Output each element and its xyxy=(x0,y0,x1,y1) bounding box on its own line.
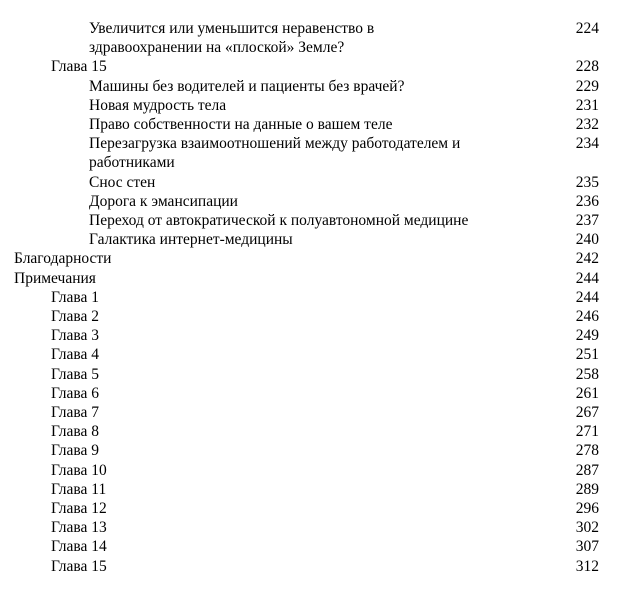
toc-entry[interactable] xyxy=(0,230,621,249)
toc-entry-title[interactable]: Переход от автократической к полуавтономной медицине xyxy=(89,212,469,230)
toc-entry[interactable] xyxy=(0,288,621,307)
toc-entry-page-number[interactable]: 234 xyxy=(575,135,599,153)
toc-entry-title[interactable]: Увеличится или уменьшится неравенство в здравоохранении на «плоской» Земле? xyxy=(89,20,375,57)
toc-entry-title[interactable]: Машины без водителей и пациенты без врачей? xyxy=(89,77,405,95)
toc-entry[interactable] xyxy=(0,77,621,96)
toc-entry-page-number[interactable]: 289 xyxy=(575,480,599,498)
toc-entry[interactable] xyxy=(0,19,621,57)
toc-entry-title[interactable]: Дорога к эмансипации xyxy=(89,192,238,210)
toc-entry[interactable] xyxy=(0,499,621,518)
toc-entry-page-number[interactable]: 235 xyxy=(575,173,599,191)
toc-entry-title[interactable]: Глава 15 xyxy=(51,58,107,76)
toc-entry[interactable] xyxy=(0,57,621,76)
toc-entry-page-number[interactable]: 231 xyxy=(575,96,599,114)
toc-entry-page-number[interactable]: 242 xyxy=(575,250,599,268)
toc-entry[interactable] xyxy=(0,96,621,115)
toc-entry-page-number[interactable]: 278 xyxy=(575,442,599,460)
toc-entry[interactable] xyxy=(0,173,621,192)
toc-entry-page-number[interactable]: 261 xyxy=(575,384,599,402)
toc-entry-title[interactable]: Глава 8 xyxy=(51,423,100,441)
toc-entry-page-number[interactable]: 258 xyxy=(575,365,599,383)
toc-entry[interactable] xyxy=(0,518,621,537)
toc-entry-title[interactable]: Глава 12 xyxy=(51,500,107,518)
toc-entry[interactable] xyxy=(0,326,621,345)
toc-entry-title[interactable]: Примечания xyxy=(14,269,96,287)
toc-entry-title[interactable]: Перезагрузка взаимоотношений между работодателем и работниками xyxy=(89,135,461,172)
toc-entry[interactable] xyxy=(0,461,621,480)
toc-entry[interactable] xyxy=(0,115,621,134)
toc-entry[interactable] xyxy=(0,384,621,403)
toc-entry[interactable] xyxy=(0,307,621,326)
toc-entry[interactable] xyxy=(0,134,621,172)
toc-entry-title[interactable]: Глава 3 xyxy=(51,327,100,345)
toc-entry-page-number[interactable]: 312 xyxy=(575,557,599,575)
toc-entry-page-number[interactable]: 296 xyxy=(575,500,599,518)
toc-entry-page-number[interactable]: 246 xyxy=(575,308,599,326)
toc-entry-title[interactable]: Снос стен xyxy=(89,173,156,191)
toc-entry-title[interactable]: Глава 1 xyxy=(51,288,100,306)
toc-entry-page-number[interactable]: 302 xyxy=(575,519,599,537)
table-of-contents xyxy=(0,19,621,576)
toc-entry-title[interactable]: Глава 13 xyxy=(51,519,107,537)
toc-entry-title[interactable]: Благодарности xyxy=(14,250,112,268)
toc-entry[interactable] xyxy=(0,211,621,230)
toc-entry-page-number[interactable]: 267 xyxy=(575,404,599,422)
toc-entry[interactable] xyxy=(0,192,621,211)
toc-entry-title[interactable]: Глава 14 xyxy=(51,538,107,556)
toc-entry[interactable] xyxy=(0,557,621,576)
toc-entry[interactable] xyxy=(0,269,621,288)
toc-entry-page-number[interactable]: 237 xyxy=(575,212,599,230)
toc-entry[interactable] xyxy=(0,365,621,384)
toc-entry-page-number[interactable]: 228 xyxy=(575,58,599,76)
toc-entry[interactable] xyxy=(0,345,621,364)
toc-entry[interactable] xyxy=(0,480,621,499)
toc-entry-title[interactable]: Глава 10 xyxy=(51,461,107,479)
toc-entry-page-number[interactable]: 307 xyxy=(575,538,599,556)
toc-entry-page-number[interactable]: 249 xyxy=(575,327,599,345)
toc-entry-title[interactable]: Новая мудрость тела xyxy=(89,96,227,114)
toc-entry-title[interactable]: Право собственности на данные о вашем теле xyxy=(89,116,393,134)
toc-entry-title[interactable]: Глава 9 xyxy=(51,442,100,460)
toc-entry[interactable] xyxy=(0,441,621,460)
toc-entry-page-number[interactable]: 251 xyxy=(575,346,599,364)
toc-entry-title[interactable]: Глава 5 xyxy=(51,365,100,383)
toc-entry-page-number[interactable]: 240 xyxy=(575,231,599,249)
toc-entry[interactable] xyxy=(0,403,621,422)
toc-entry-page-number[interactable]: 236 xyxy=(575,192,599,210)
toc-entry-title[interactable]: Глава 11 xyxy=(51,480,107,498)
toc-entry[interactable] xyxy=(0,537,621,556)
toc-entry-page-number[interactable]: 224 xyxy=(575,20,599,37)
toc-entry-page-number[interactable]: 229 xyxy=(575,77,599,95)
toc-entry-title[interactable]: Глава 4 xyxy=(51,346,100,364)
toc-entry[interactable] xyxy=(0,249,621,268)
toc-entry-title[interactable]: Глава 15 xyxy=(51,557,107,575)
toc-entry[interactable] xyxy=(0,422,621,441)
toc-entry-page-number[interactable]: 244 xyxy=(575,288,599,306)
toc-entry-page-number[interactable]: 287 xyxy=(575,461,599,479)
toc-entry-page-number[interactable]: 271 xyxy=(575,423,599,441)
toc-entry-page-number[interactable]: 232 xyxy=(575,116,599,134)
toc-entry-title[interactable]: Галактика интернет-медицины xyxy=(89,231,293,249)
toc-entry-title[interactable]: Глава 7 xyxy=(51,404,100,422)
toc-entry-title[interactable]: Глава 6 xyxy=(51,384,100,402)
toc-entry-page-number[interactable]: 244 xyxy=(575,269,599,287)
toc-entry-title[interactable]: Глава 2 xyxy=(51,308,100,326)
